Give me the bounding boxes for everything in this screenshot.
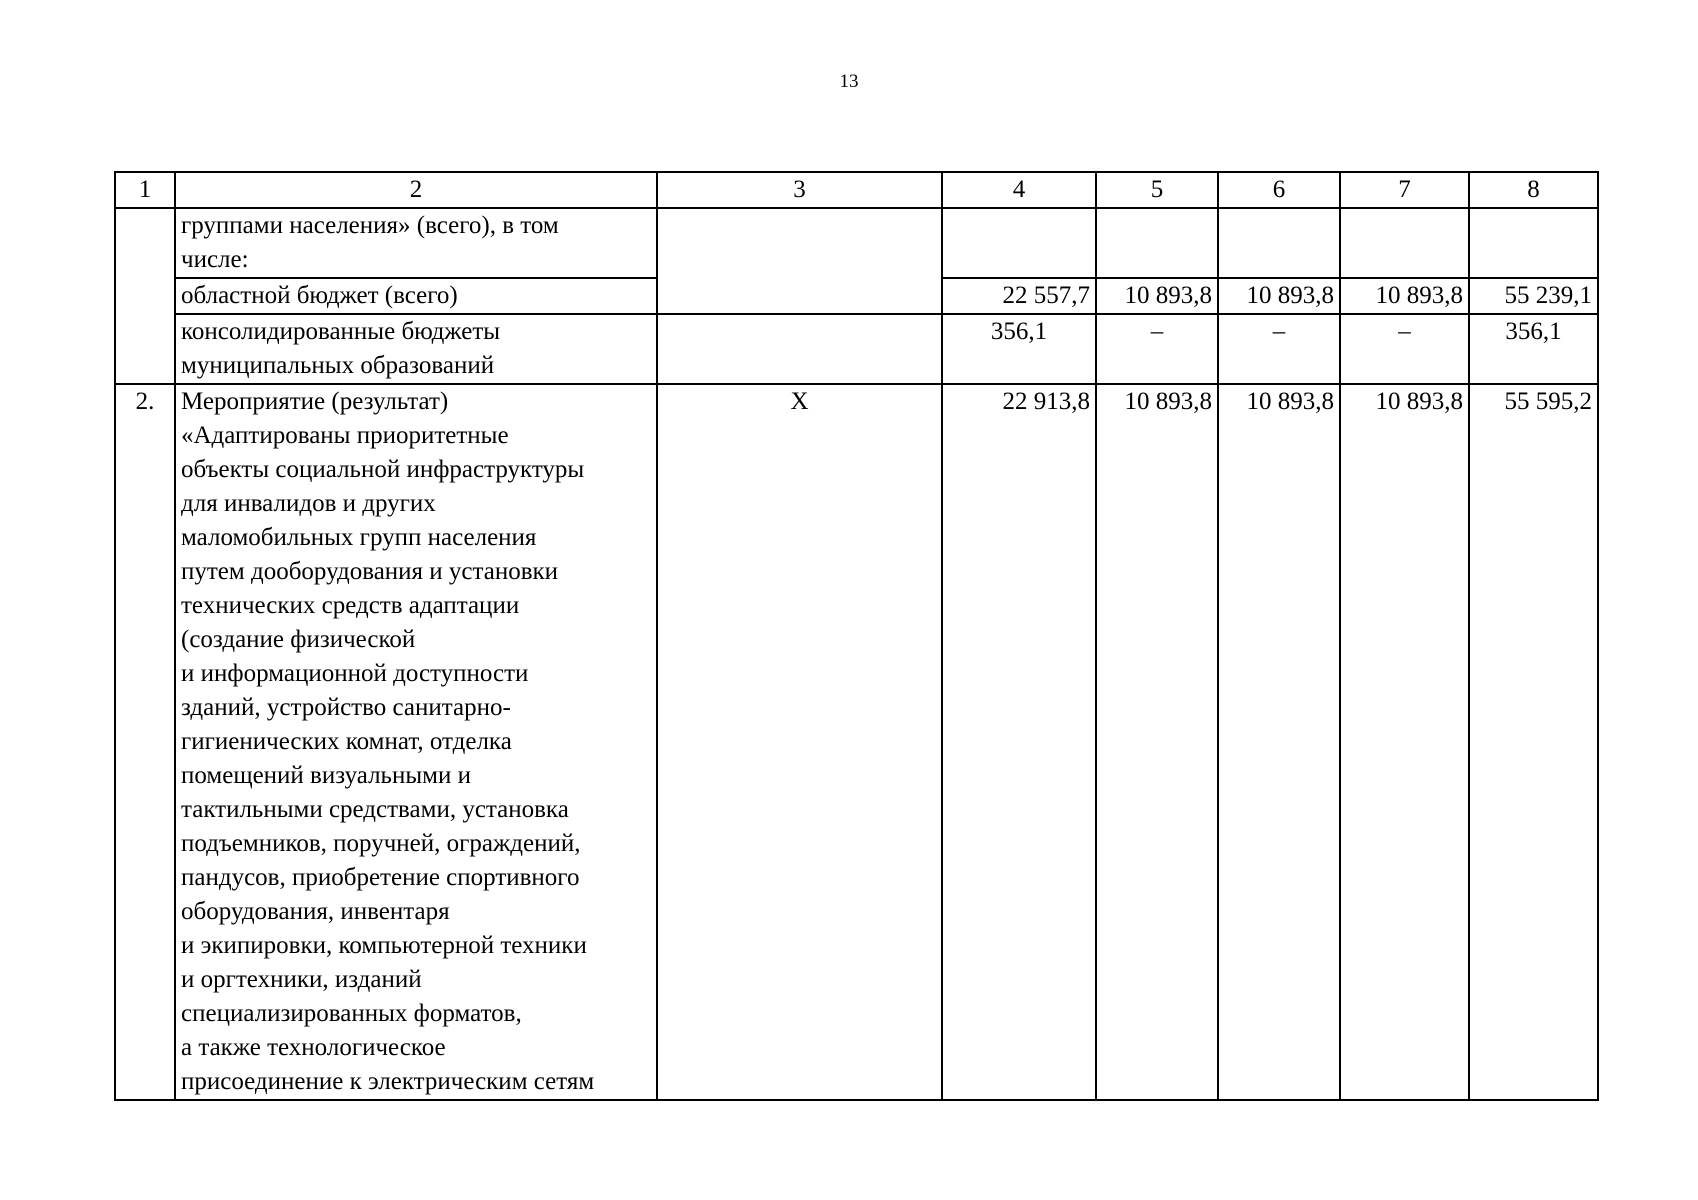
value-cell: 10 893,8 bbox=[1218, 278, 1340, 314]
empty-cell bbox=[1340, 208, 1469, 278]
col3-value: X bbox=[657, 384, 942, 1100]
value-cell: 10 893,8 bbox=[1340, 278, 1469, 314]
item-2-description bbox=[175, 384, 657, 1100]
text-line: (создание физической bbox=[181, 626, 416, 653]
value-cell: 10 893,8 bbox=[1340, 384, 1469, 1100]
empty-cell bbox=[1469, 208, 1598, 278]
value-cell: 10 893,8 bbox=[1096, 278, 1218, 314]
header-cell-2: 2 bbox=[175, 172, 657, 208]
text-line: и оргтехники, изданий bbox=[181, 966, 422, 993]
value-cell: 10 893,8 bbox=[1218, 384, 1340, 1100]
col3-merged-cell bbox=[657, 208, 942, 314]
header-row bbox=[115, 172, 1598, 208]
text-line: подъемников, поручней, ограждений, bbox=[181, 830, 581, 857]
text-line: тактильными средствами, установка bbox=[181, 796, 569, 823]
text-line: объекты социальной инфраструктуры bbox=[181, 456, 585, 483]
budget-table bbox=[114, 171, 1599, 1101]
text-line: для инвалидов и других bbox=[181, 490, 436, 517]
empty-cell bbox=[1218, 208, 1340, 278]
header-cell-4: 4 bbox=[942, 172, 1096, 208]
text-line: числе: bbox=[181, 246, 249, 273]
text-line: и информационной доступности bbox=[181, 660, 529, 687]
value-cell: – bbox=[1218, 314, 1340, 384]
text-line: оборудования, инвентаря bbox=[181, 898, 450, 925]
header-cell-1: 1 bbox=[115, 172, 175, 208]
text-line: и экипировки, компьютерной техники bbox=[181, 932, 587, 959]
number-cell-empty bbox=[115, 208, 175, 384]
row-number: 2. bbox=[115, 384, 175, 1100]
text-line: консолидированные бюджеты bbox=[181, 318, 501, 345]
text-line: маломобильных групп населения bbox=[181, 524, 537, 551]
text-line: присоединение к электрическим сетям bbox=[181, 1068, 595, 1095]
value-cell: 356,1 bbox=[1469, 314, 1598, 384]
value-cell: 10 893,8 bbox=[1096, 384, 1218, 1100]
header-cell-7: 7 bbox=[1340, 172, 1469, 208]
header-cell-5: 5 bbox=[1096, 172, 1218, 208]
value-cell: – bbox=[1340, 314, 1469, 384]
text-line: зданий, устройство санитарно- bbox=[181, 694, 511, 721]
text-line: группами населения» (всего), в том bbox=[181, 212, 559, 239]
text-line: муниципальных образований bbox=[181, 352, 495, 379]
text-line: «Адаптированы приоритетные bbox=[181, 422, 509, 449]
value-cell: 22 913,8 bbox=[942, 384, 1096, 1100]
text-line: Мероприятие (результат) bbox=[181, 388, 449, 415]
text-line: а также технологическое bbox=[181, 1034, 446, 1061]
text-line: технических средств адаптации bbox=[181, 592, 520, 619]
text-line: помещений визуальными и bbox=[181, 762, 471, 789]
table-row-item-2 bbox=[115, 384, 1598, 1100]
value-cell: 22 557,7 bbox=[942, 278, 1096, 314]
value-cell: 356,1 bbox=[942, 314, 1096, 384]
regional-budget-label: областной бюджет (всего) bbox=[175, 278, 657, 314]
value-cell: – bbox=[1096, 314, 1218, 384]
value-cell: 55 239,1 bbox=[1469, 278, 1598, 314]
header-cell-3: 3 bbox=[657, 172, 942, 208]
value-cell: 55 595,2 bbox=[1469, 384, 1598, 1100]
text-line: специализированных форматов, bbox=[181, 1000, 522, 1027]
header-cell-8: 8 bbox=[1469, 172, 1598, 208]
empty-cell bbox=[1096, 208, 1218, 278]
text-line: гигиенических комнат, отделка bbox=[181, 728, 512, 755]
groups-continued-text bbox=[175, 208, 657, 278]
empty-cell bbox=[942, 208, 1096, 278]
text-line: путем дооборудования и установки bbox=[181, 558, 559, 585]
table-row-municipal-budget bbox=[115, 314, 1598, 384]
page-number: 13 bbox=[839, 71, 859, 92]
header-cell-6: 6 bbox=[1218, 172, 1340, 208]
empty-cell bbox=[657, 314, 942, 384]
municipal-budget-label bbox=[175, 314, 657, 384]
table-row-groups-continued bbox=[115, 208, 1598, 278]
text-line: пандусов, приобретение спортивного bbox=[181, 864, 580, 891]
